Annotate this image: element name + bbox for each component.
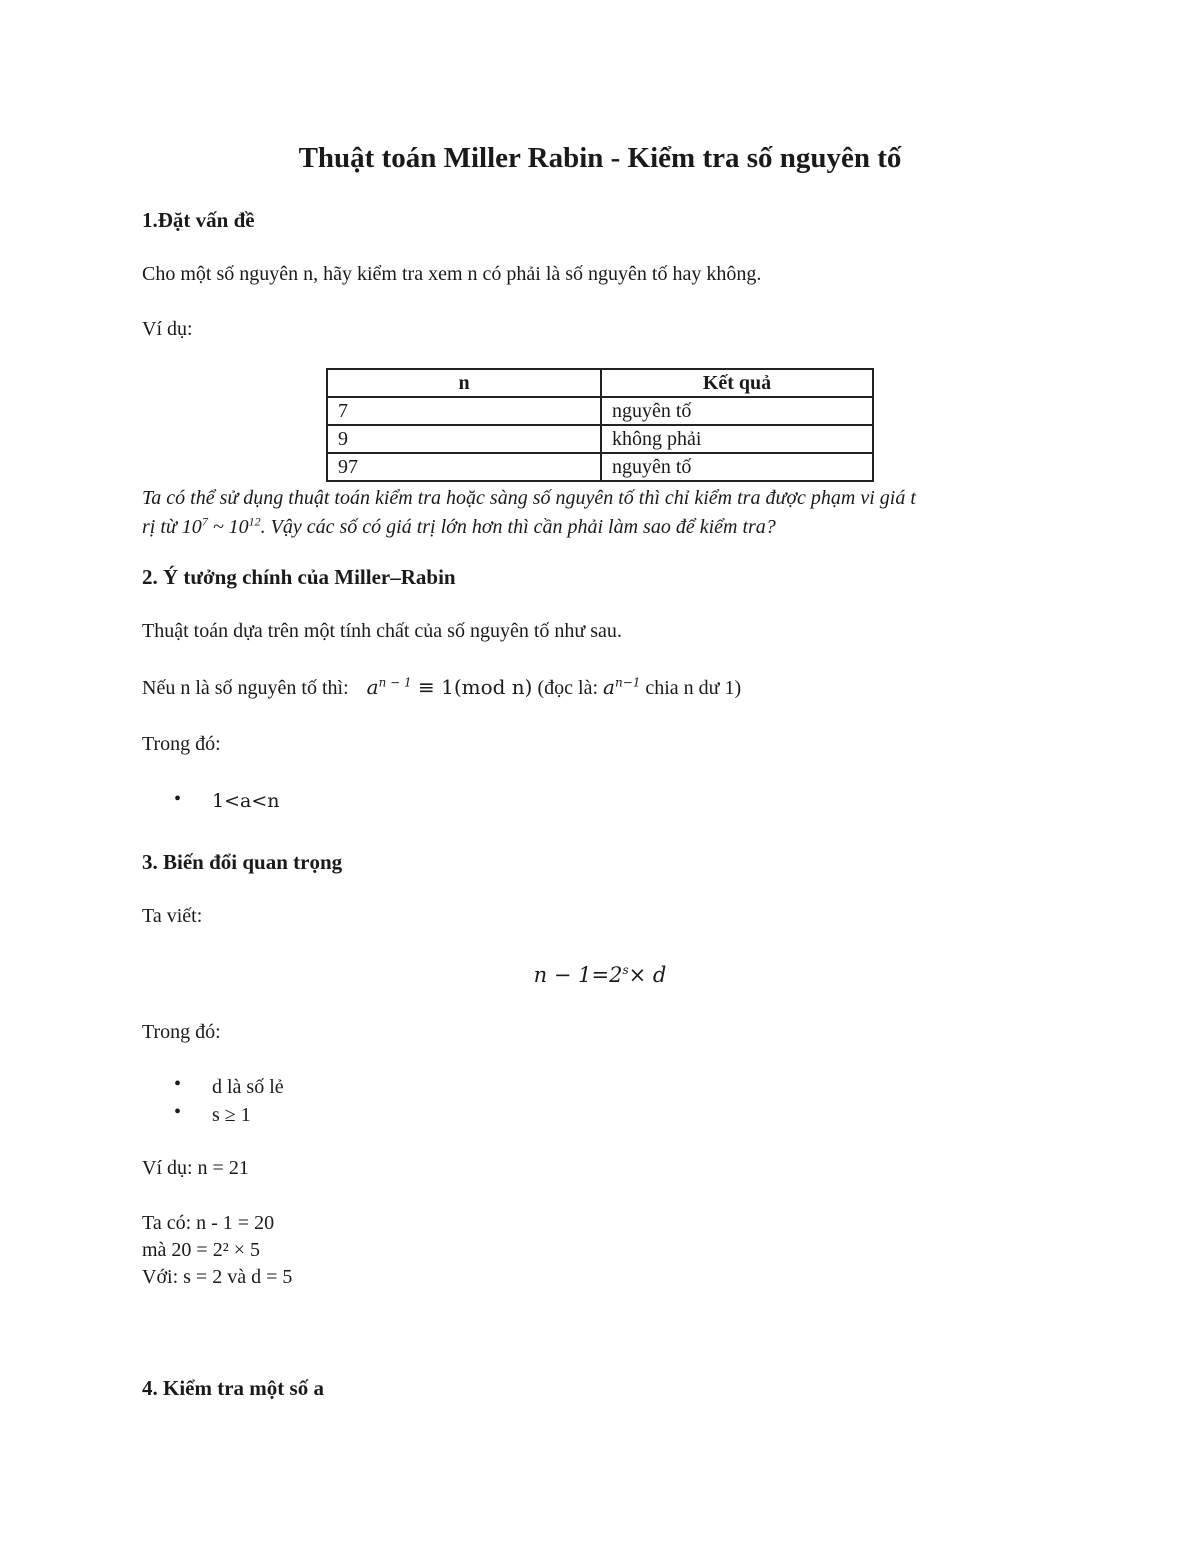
note-text: . Vậy các số có giá trị lớn hơn thì cần phải làm sao để kiểm tra? (260, 516, 776, 538)
table-cell: 97 (327, 453, 601, 481)
eq-left: n − 1=2 (533, 963, 623, 987)
fermat-prefix: Nếu n là số nguyên tố thì: (142, 677, 349, 699)
table-row (327, 397, 873, 425)
eq-exponent: s (622, 963, 629, 977)
example-label: Ví dụ: (142, 318, 193, 340)
example-line-2: mà 20 = 2² × 5 (142, 1239, 260, 1261)
table-header-result: Kết quả (601, 369, 873, 397)
note-exponent: 7 (201, 514, 208, 529)
section-2-where: Trong đó: (142, 733, 221, 755)
decomposition-equation (0, 963, 1200, 987)
example-n21: Ví dụ: n = 21 (142, 1157, 249, 1179)
section-3-write: Ta viết: (142, 905, 203, 927)
formula-exponent: n − 1 (378, 675, 412, 690)
bullet-icon: • (174, 788, 182, 810)
bullet-s-ge-1: s ≥ 1 (212, 1104, 251, 1126)
table-cell: 7 (327, 397, 601, 425)
formula-base: a (366, 675, 379, 699)
page-title: Thuật toán Miller Rabin - Kiểm tra số nguyên tố (298, 142, 902, 174)
section-1-intro: Cho một số nguyên n, hãy kiểm tra xem n có phải là số nguyên tố hay không. (142, 263, 762, 285)
range-note-line-2 (142, 513, 1062, 542)
section-3-where: Trong đó: (142, 1021, 221, 1043)
note-text: rị từ 10 (142, 516, 202, 538)
fermat-line (142, 675, 741, 700)
table-cell: không phải (601, 425, 873, 453)
section-3-heading: 3. Biến đổi quan trọng (142, 850, 343, 874)
fermat-suffix: chia n dư 1) (640, 677, 742, 699)
table-header-row (327, 369, 873, 397)
section-2-p1: Thuật toán dựa trên một tính chất của số nguyên tố như sau. (142, 620, 622, 642)
example-table (326, 368, 874, 482)
eq-right: × d (628, 963, 667, 987)
fermat-read: (đọc là: (532, 677, 604, 699)
bullet-d-odd: d là số lẻ (212, 1076, 284, 1098)
note-text: ~ 10 (207, 516, 249, 538)
example-line-1: Ta có: n - 1 = 20 (142, 1212, 275, 1234)
range-note (142, 484, 1062, 542)
bullet-range: 1<a<n (212, 790, 280, 812)
section-2-heading: 2. Ý tưởng chính của Miller–Rabin (142, 565, 456, 589)
table-cell: 9 (327, 425, 601, 453)
table-cell: nguyên tố (601, 453, 873, 481)
bullet-icon: • (174, 1101, 182, 1123)
formula-base: a (603, 675, 615, 699)
formula-congruence: ≡ 1(mod n) (411, 675, 533, 699)
table-row (327, 425, 873, 453)
table-row (327, 453, 873, 481)
range-note-line-1: Ta có thể sử dụng thuật toán kiểm tra hoặc sàng số nguyên tố thì chỉ kiểm tra được phạm vi giá t (142, 487, 916, 509)
table-header-n: n (327, 369, 601, 397)
section-1-heading: 1.Đặt vấn đề (142, 208, 255, 232)
section-4-heading: 4. Kiểm tra một số a (142, 1376, 324, 1400)
example-line-3: Với: s = 2 và d = 5 (142, 1266, 293, 1288)
formula-exponent: n−1 (614, 675, 641, 690)
table-cell: nguyên tố (601, 397, 873, 425)
note-exponent: 12 (248, 514, 261, 529)
bullet-icon: • (174, 1073, 182, 1095)
